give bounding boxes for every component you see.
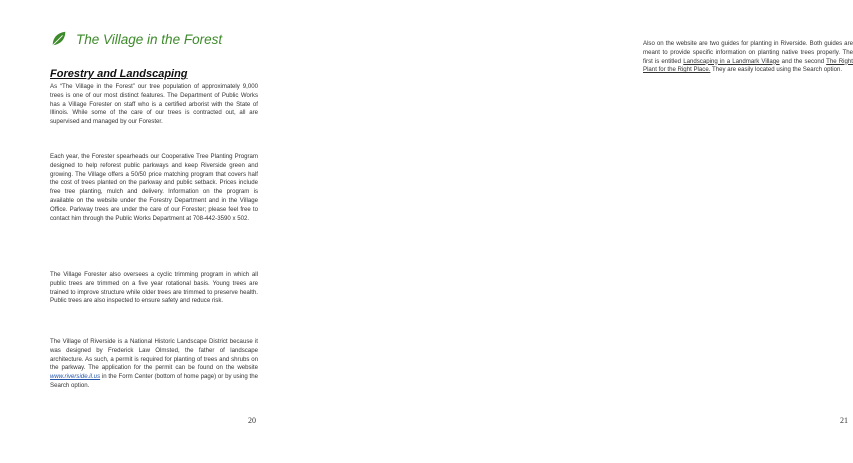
paragraph-2: Each year, the Forester spearheads our Cooperative Tree Planting Program designed to help reforest public parkways and keep Riverside green and growing. The Village offers a 50/50 price matching program that covers half the cost of trees planted on the parkway and public setback. Prices include free tree planting, mulch and delivery. Information on the program is available on the website under the Forestry Department and in the Village Office. Parkway trees are under the care of our Forester; please feel free to contact him through the Public Works Department at 708-442-3590 x 502. — [50, 153, 258, 222]
paragraph-4-text-b: in the Form Center (bottom of home page) or by using the Search option. — [50, 373, 258, 389]
paragraph-4 — [50, 338, 258, 391]
page-number-left: 20 — [248, 416, 256, 425]
guide-title-2: The Right Plant for the Right Place. — [643, 57, 853, 74]
paragraph-1: As “The Village in the Forest” our tree population of approximately 9,000 trees is one of our most distinct features. The Department of Public Works has a Village Forester on staff who is a certified arborist with the State of Illinois. While some of the care of our trees is contracted out, all are supervised and managed by our Forester. — [50, 83, 258, 126]
right-text-a: Also on the website are two guides for planting in Riverside. Both guides are meant to provide specific information on planting native trees properly. The first is entitled — [643, 40, 853, 65]
right-text-c: They are easily located using the Search option. — [710, 66, 843, 74]
section-heading: Forestry and Landscaping — [50, 68, 188, 80]
right-paragraph — [643, 40, 853, 75]
guide-title-1: Landscaping in a Landmark Village — [683, 57, 780, 65]
right-text-b: and the second — [779, 57, 827, 65]
paragraph-3: The Village Forester also oversees a cyclic trimming program in which all public trees are trimmed on a five year rotational basis. Young trees are trained to improve structure while older trees are trimmed to preserve health. Public trees are also inspected to ensure safety and reduce risk. — [50, 271, 258, 305]
page-number-right: 21 — [840, 416, 848, 425]
left-page — [0, 0, 300, 463]
right-page — [300, 0, 853, 463]
page-title: The Village in the Forest — [76, 31, 223, 47]
title-row — [50, 30, 222, 48]
paragraph-4-text-a: The Village of Riverside is a National Historic Landscape District because it was designed by Frederick Law Olmsted, the father of landscape architecture. As such, a permit is required for planting of trees and shrubs on the parkway. The application for the permit can be found on the website — [50, 338, 258, 372]
website-link[interactable]: www.riverside.il.us — [50, 373, 101, 381]
leaf-icon — [50, 30, 68, 48]
